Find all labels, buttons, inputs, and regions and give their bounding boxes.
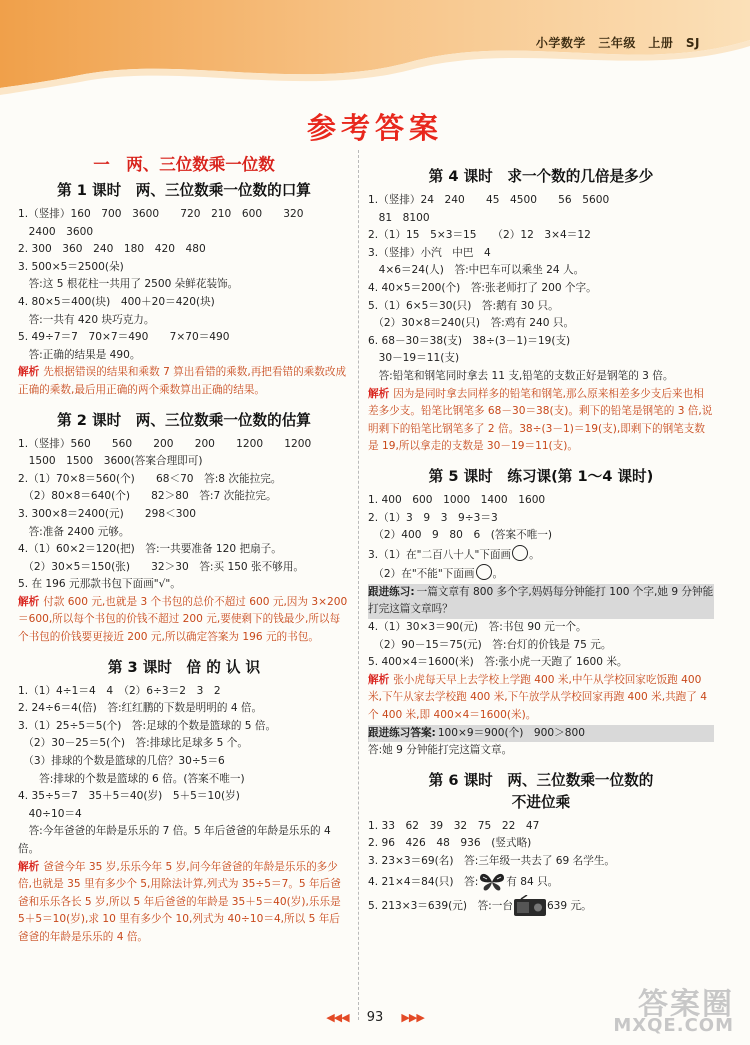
answer-text: 3.（1）在"二百八十人"下面画 — [368, 548, 512, 561]
answer-line: 81 8100 — [368, 211, 430, 224]
lesson-2-body — [18, 436, 350, 647]
answer-line: 答:正确的结果是 490。 — [18, 348, 141, 361]
analysis-label: 解析 — [368, 387, 390, 400]
watermark-url: MXQE.COM — [613, 1015, 734, 1036]
book-info: 小学数学 三年级 上册 SJ — [535, 36, 700, 50]
follow-up-answer — [368, 725, 714, 743]
answer-line: 4. 35÷5＝7 35＋5＝40(岁) 5＋5＝10(岁) — [18, 790, 240, 803]
answer-line: 1. 400 600 1000 1400 1600 — [368, 493, 546, 506]
answer-text: （2）在"不能"下面画 — [368, 568, 475, 581]
answer-line: 1500 1500 3600(答案合理即可) — [18, 455, 203, 468]
answer-line: 答:一共有 420 块巧克力。 — [18, 313, 155, 326]
answer-line: 1. 33 62 39 32 75 22 47 — [368, 819, 540, 832]
answer-text: 有 84 只。 — [506, 875, 559, 888]
follow-up-answer-label: 跟进练习答案: — [368, 726, 436, 739]
lesson-4-body — [368, 192, 714, 456]
lesson-5-body — [368, 492, 714, 760]
answer-line: 2. 96 426 48 936 (竖式略) — [368, 837, 532, 850]
analysis-label: 解析 — [18, 595, 40, 608]
radio-device-icon — [513, 895, 547, 917]
analysis-text: 张小虎每天早上去学校上学跑 400 米,中午从学校回家吃饭跑 400 米,下午从家去学校跑 400 米,下午放学从学校回家再跑 400 米,共跑了 4 个 400 米,即 400×4＝1600(米)。 — [368, 673, 707, 722]
page-number: 93 — [366, 1010, 384, 1025]
answer-line — [368, 545, 714, 565]
answer-line: 4.（1）30×3＝90(元) 答:书包 90 元一个。 — [368, 621, 587, 634]
answer-line: 2.（1）15 5×3＝15 （2）12 3×4＝12 — [368, 229, 591, 242]
circle-mark-icon — [476, 564, 492, 580]
answer-line: （3）排球的个数是篮球的几倍？30÷5＝6 — [18, 755, 225, 768]
answer-line: 30－19＝11(支) — [368, 352, 460, 365]
lesson-3-title: 第 3 课时 倍 的 认 识 — [107, 658, 261, 676]
answer-line: 2. 24÷6＝4(倍) 答:红红鹏的下数是明明的 4 倍。 — [18, 702, 263, 715]
answer-text: 。 — [529, 548, 540, 561]
answer-line: 答:铅笔和钢笔同时拿去 11 支,铅笔的支数正好是钢笔的 3 倍。 — [368, 369, 674, 382]
answer-line: 3. 500×5＝2500(朵) — [18, 260, 124, 273]
answer-text: 639 元。 — [546, 899, 592, 912]
answer-line: 3.（竖排）小汽 中巴 4 — [368, 246, 491, 259]
answer-line: （2）400 9 80 6 (答案不唯一) — [368, 529, 553, 542]
watermark-text: 答案圈 — [638, 987, 734, 1022]
page-title: 参考答案 — [306, 111, 443, 145]
left-arrows-icon: ◀◀◀ — [326, 1011, 349, 1024]
answer-line: 4. 80×5＝400(块) 400＋20＝420(块) — [18, 295, 215, 308]
analysis-text: 先根据错误的结果和乘数 7 算出看错的乘数,再把看错的乘数改成正确的乘数,最后用正确的两个乘数算出正确的结果。 — [18, 366, 347, 396]
analysis-label: 解析 — [368, 673, 390, 686]
analysis-text: 付款 600 元,也就是 3 个书包的总价不超过 600 元,因为 3×200＝600,所以每个书包的价钱不超过 200 元,要使剩下的钱最少,所以每个书包的价钱要更接近 200 元,所以确定答案为 196 元的书包。 — [18, 595, 348, 644]
answer-line: 1.（竖排）560 560 200 200 1200 1200 — [18, 437, 312, 450]
answer-line — [368, 871, 714, 893]
follow-up-answer-text: 100×9＝900(个) 900＞800 — [437, 726, 585, 739]
header-banner — [0, 0, 750, 110]
analysis-note — [18, 594, 350, 647]
unit-title: 一 两、三位数乘一位数 — [93, 155, 275, 174]
answer-line: （2）30×8＝240(只) 答:鸡有 240 只。 — [368, 317, 575, 330]
answer-line: （2）30×5＝150(张) 32＞30 答:买 150 张不够用。 — [18, 560, 305, 573]
lesson-3-body — [18, 683, 350, 947]
follow-up-text: 一篇文章有 800 多个字,妈妈每分钟能打 100 个字,她 9 分钟能打完这篇文章吗？ — [368, 585, 714, 616]
lesson-6-body — [368, 818, 714, 919]
analysis-note — [18, 859, 350, 947]
answer-line: （2）90－15＝75(元) 答:台灯的价钱是 75 元。 — [368, 638, 612, 651]
analysis-label: 解析 — [18, 366, 40, 379]
lesson-1-body — [18, 206, 350, 400]
lesson-6-title: 第 6 课时 两、三位数乘一位数的 — [428, 771, 654, 789]
analysis-text: 因为是同时拿去同样多的铅笔和钢笔,那么原来相差多少支后来也相差多少支。铅笔比钢笔多 68－30＝38(支)。剩下的铅笔是钢笔的 3 倍,说明剩下的铅笔比钢笔多了 2 倍。38÷(3－1)＝19(支),即剩下的钢笔支数是 19,所以拿走的支数是 30－19＝11(支)。 — [368, 387, 713, 453]
analysis-label: 解析 — [18, 860, 40, 873]
answer-line: 3. 300×8＝2400(元) 298＜300 — [18, 507, 196, 520]
lesson-2-title: 第 2 课时 两、三位数乘一位数的估算 — [57, 411, 311, 429]
analysis-note — [18, 364, 350, 399]
answer-line: 答:她 9 分钟能打完这篇文章。 — [368, 744, 513, 757]
answer-line: 5. 400×4＝1600(米) 答:张小虎一天跑了 1600 米。 — [368, 656, 628, 669]
answer-line: 3.（1）25÷5＝5(个) 答:足球的个数是篮球的 5 倍。 — [18, 719, 277, 732]
answer-line — [368, 893, 714, 919]
column-divider — [358, 150, 359, 1020]
analysis-text: 爸爸今年 35 岁,乐乐今年 5 岁,问今年爸爸的年龄是乐乐的多少倍,也就是 35 里有多少个 5,用除法计算,列式为 35÷5＝7。5 年后爸爸和乐乐各长 5 岁,所以 5 年后爸爸的年龄是 35＋5＝40(岁),乐乐是 5＋5＝10(岁),求 10 里有多少个 10,列式为 40÷10＝4,所以 5 年后爸爸的年龄是乐乐的 4 倍。 — [18, 860, 341, 943]
answer-line: 3. 23×3＝69(名) 答:三年级一共去了 69 名学生。 — [368, 855, 616, 867]
answer-line: 答:排球的个数是篮球的 6 倍。(答案不唯一) — [18, 772, 245, 785]
answer-line: 2.（1）3 9 3 9÷3＝3 — [368, 511, 498, 524]
answer-line: （2）80×8＝640(个) 82＞80 答:7 次能拉完。 — [18, 490, 277, 503]
answer-text: 5. 213×3＝639(元) 答:一台 — [368, 899, 513, 912]
follow-up-exercise — [368, 584, 714, 619]
watermark — [610, 979, 740, 1039]
lesson-5-title: 第 5 课时 练习课(第 1～4 课时) — [428, 467, 654, 485]
butterfly-icon — [478, 872, 506, 892]
answer-line: 4. 40×5＝200(个) 答:张老师打了 200 个字。 — [368, 281, 597, 294]
answer-line: （2）30－25＝5(个) 答:排球比足球多 5 个。 — [18, 737, 248, 750]
lesson-4-title: 第 4 课时 求一个数的几倍是多少 — [428, 168, 654, 185]
answer-line: 2400 3600 — [18, 225, 94, 238]
answer-line: 答:准备 2400 元够。 — [18, 525, 130, 538]
answer-line: 答:今年爸爸的年龄是乐乐的 7 倍。5 年后爸爸的年龄是乐乐的 4 倍。 — [18, 825, 331, 855]
answer-line: 4.（1）60×2＝120(把) 答:一共要准备 120 把扇子。 — [18, 543, 282, 556]
answer-line: 5. 49÷7＝7 70×7＝490 7×70＝490 — [18, 331, 230, 344]
circle-mark-icon — [512, 545, 528, 561]
right-arrows-icon: ▶▶▶ — [401, 1011, 424, 1024]
answer-line: 40÷10＝4 — [18, 807, 82, 820]
left-column — [18, 152, 350, 947]
answer-line: 5.（1）6×5＝30(只) 答:鹅有 30 只。 — [368, 299, 559, 312]
analysis-note — [368, 672, 714, 725]
answer-line: 2. 300 360 240 180 420 480 — [18, 243, 206, 256]
answer-line — [368, 564, 714, 584]
analysis-note — [368, 386, 714, 456]
answer-line: 1.（1）4÷1＝4 4 （2）6÷3＝2 3 2 — [18, 684, 221, 697]
answer-line: 4×6＝24(人) 答:中巴车可以乘坐 24 人。 — [368, 264, 585, 277]
answer-line: 5. 在 196 元那款书包下面画"√"。 — [18, 578, 181, 591]
answer-line: 1.（竖排）24 240 45 4500 56 5600 — [368, 194, 610, 206]
answer-text: 。 — [492, 568, 504, 581]
answer-line: 答:这 5 根花柱一共用了 2500 朵鲜花装饰。 — [18, 278, 239, 291]
follow-up-label: 跟进练习: — [368, 585, 415, 598]
answer-line: 1.（竖排）160 700 3600 720 210 600 320 — [18, 208, 304, 220]
lesson-6-title-line2: 不进位乘 — [511, 793, 571, 811]
lesson-1-title: 第 1 课时 两、三位数乘一位数的口算 — [57, 182, 311, 199]
answer-line: 6. 68－30＝38(支) 38÷(3－1)＝19(支) — [368, 334, 571, 347]
answer-text: 4. 21×4＝84(只) 答: — [368, 875, 479, 888]
right-column — [368, 152, 714, 919]
answer-line: 2.（1）70×8＝560(个) 68＜70 答:8 次能拉完。 — [18, 472, 282, 485]
